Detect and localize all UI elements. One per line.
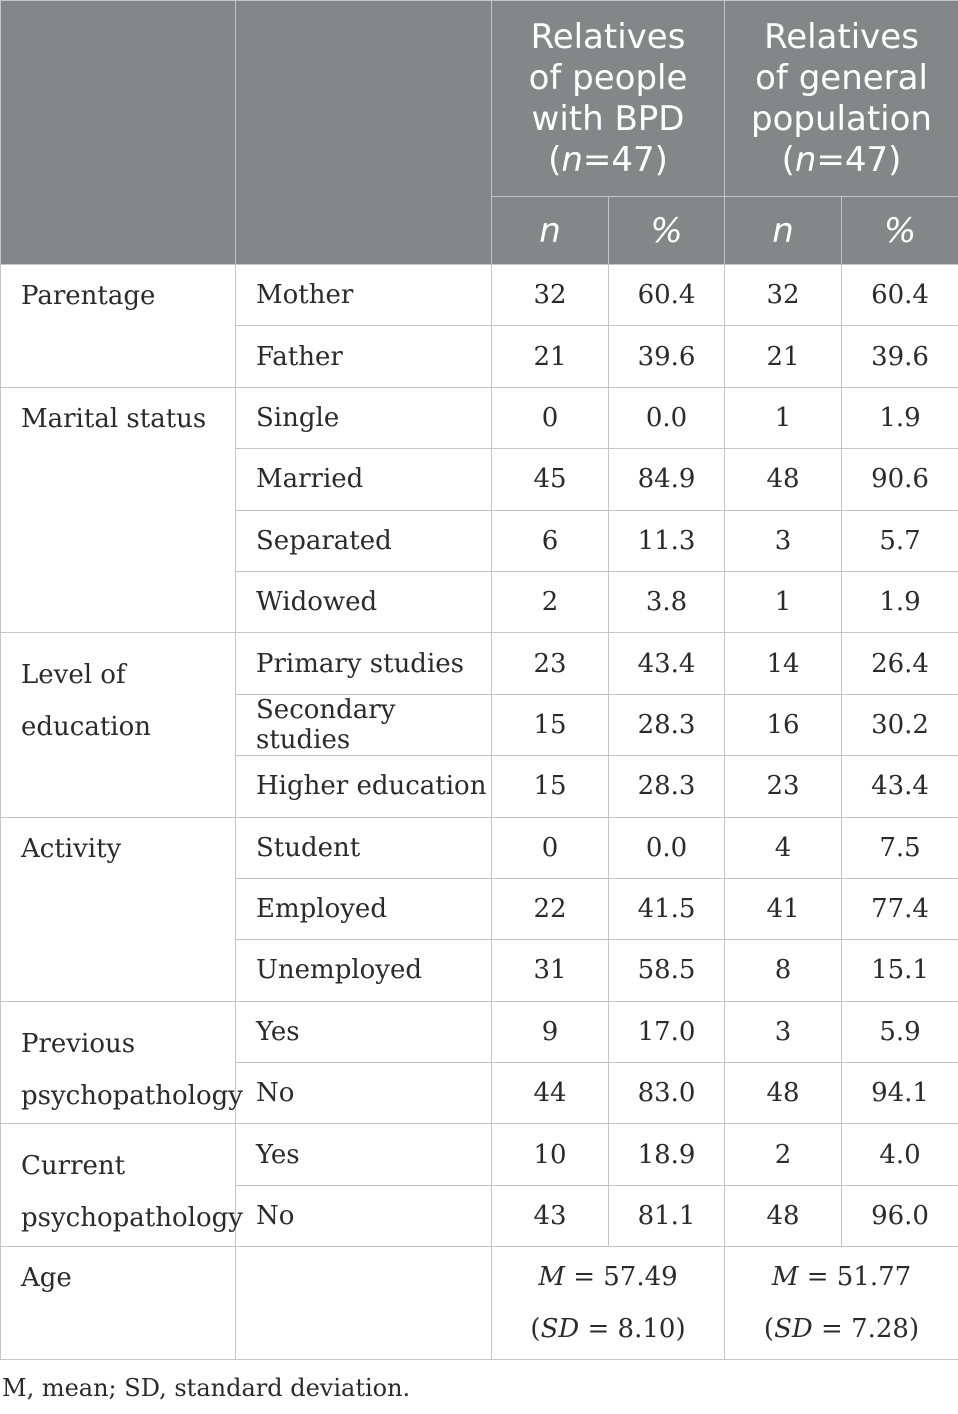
gen-n-cell: 48 (725, 1185, 842, 1246)
gen-age-cell (725, 1247, 958, 1360)
gen-n-cell: 23 (725, 756, 842, 817)
item-label: Widowed (236, 571, 492, 632)
header-bpd-line3: with BPD (531, 98, 685, 139)
table-header (1, 1, 958, 265)
item-label: Primary studies (236, 633, 492, 694)
bpd-percent-cell: 43.4 (609, 633, 725, 694)
header-gen-line1: Relatives (764, 16, 919, 57)
item-label: Yes (236, 1001, 492, 1062)
header-gen-n: n (725, 197, 842, 265)
bpd-n-cell: 23 (492, 633, 609, 694)
item-label: Single (236, 387, 492, 448)
category-label: Activity (1, 817, 236, 1001)
gen-age-sd (725, 1303, 958, 1355)
bpd-sd-paren: ( (530, 1314, 541, 1345)
bpd-mean-value: = 57.49 (564, 1262, 678, 1293)
table-body (1, 265, 958, 1360)
gen-n-cell: 21 (725, 326, 842, 387)
header-bpd-sample-size (492, 140, 724, 181)
header-blank-category (1, 1, 236, 265)
header-bpd-n-var: n (561, 139, 583, 180)
gen-percent-cell: 96.0 (842, 1185, 958, 1246)
gen-n-cell: 2 (725, 1124, 842, 1185)
gen-percent-cell: 4.0 (842, 1124, 958, 1185)
bpd-n-cell: 32 (492, 265, 609, 326)
header-bpd-percent: % (609, 197, 725, 265)
gen-n-cell: 8 (725, 940, 842, 1001)
bpd-n-cell: 2 (492, 571, 609, 632)
table-row (1, 1124, 958, 1185)
header-bpd-line1: Relatives (530, 16, 686, 57)
gen-n-cell: 16 (725, 694, 842, 755)
header-gen-n-value: =47) (816, 139, 902, 180)
item-label: No (236, 1063, 492, 1124)
bpd-n-cell: 6 (492, 510, 609, 571)
item-label: Unemployed (236, 940, 492, 1001)
gen-n-cell: 32 (725, 265, 842, 326)
header-bpd-n: n (492, 197, 609, 265)
gen-percent-cell: 26.4 (842, 633, 958, 694)
gen-percent-cell: 30.2 (842, 694, 958, 755)
bpd-n-cell: 45 (492, 449, 609, 510)
bpd-n-cell: 43 (492, 1185, 609, 1246)
category-label: Marital status (1, 387, 236, 633)
bpd-percent-cell: 83.0 (609, 1063, 725, 1124)
item-label: Married (236, 449, 492, 510)
header-gen-percent: % (842, 197, 958, 265)
gen-percent-cell: 77.4 (842, 878, 958, 939)
header-gen-line3: population (751, 98, 932, 139)
gen-percent-cell: 15.1 (842, 940, 958, 1001)
bpd-n-cell: 15 (492, 694, 609, 755)
table-row (1, 633, 958, 694)
header-bpd-n-value: =47) (582, 139, 668, 180)
gen-n-cell: 48 (725, 449, 842, 510)
item-label: Yes (236, 1124, 492, 1185)
bpd-n-cell: 15 (492, 756, 609, 817)
header-group-bpd (492, 1, 725, 197)
table-row (1, 1001, 958, 1062)
bpd-sd-var: SD (540, 1314, 580, 1345)
bpd-n-cell: 31 (492, 940, 609, 1001)
bpd-mean-var: M (538, 1262, 565, 1293)
gen-age-mean (725, 1251, 958, 1303)
bpd-n-cell: 0 (492, 817, 609, 878)
bpd-percent-cell: 28.3 (609, 756, 725, 817)
gen-n-cell: 3 (725, 510, 842, 571)
bpd-age-cell (492, 1247, 725, 1360)
bpd-percent-cell: 39.6 (609, 326, 725, 387)
gen-sd-paren: ( (763, 1314, 775, 1345)
gen-percent-cell: 1.9 (842, 387, 958, 448)
item-label: Higher education (236, 756, 492, 817)
gen-percent-cell: 7.5 (842, 817, 958, 878)
bpd-percent-cell: 81.1 (609, 1185, 725, 1246)
bpd-percent-cell: 11.3 (609, 510, 725, 571)
gen-percent-cell: 94.1 (842, 1063, 958, 1124)
category-label: Parentage (1, 265, 236, 388)
bpd-n-cell: 0 (492, 387, 609, 448)
bpd-percent-cell: 18.9 (609, 1124, 725, 1185)
gen-n-cell: 14 (725, 633, 842, 694)
bpd-n-cell: 10 (492, 1124, 609, 1185)
table-row (1, 265, 958, 326)
gen-percent-cell: 1.9 (842, 571, 958, 632)
gen-n-cell: 1 (725, 571, 842, 632)
bpd-percent-cell: 41.5 (609, 878, 725, 939)
table-footnote: M, mean; SD, standard deviation. (2, 1374, 411, 1402)
gen-n-cell: 4 (725, 817, 842, 878)
bpd-age-sd (492, 1303, 724, 1355)
gen-sd-value: = 7.28) (812, 1314, 920, 1345)
gen-percent-cell: 5.9 (842, 1001, 958, 1062)
gen-percent-cell: 5.7 (842, 510, 958, 571)
gen-percent-cell: 60.4 (842, 265, 958, 326)
item-label: Student (236, 817, 492, 878)
gen-n-cell: 3 (725, 1001, 842, 1062)
bpd-percent-cell: 28.3 (609, 694, 725, 755)
age-row (1, 1247, 958, 1360)
category-label: Age (1, 1247, 236, 1360)
bpd-sd-value: = 8.10) (579, 1314, 686, 1345)
gen-percent-cell: 90.6 (842, 449, 958, 510)
header-group-general (725, 1, 958, 197)
header-bpd-paren: ( (548, 139, 562, 180)
bpd-percent-cell: 3.8 (609, 571, 725, 632)
gen-mean-value: = 51.77 (798, 1262, 912, 1293)
age-item-blank (236, 1247, 492, 1360)
gen-n-cell: 48 (725, 1063, 842, 1124)
bpd-age-mean (492, 1251, 724, 1303)
item-label: No (236, 1185, 492, 1246)
header-gen-n-var: n (794, 139, 817, 180)
table-row (1, 817, 958, 878)
bpd-percent-cell: 0.0 (609, 387, 725, 448)
gen-n-cell: 41 (725, 878, 842, 939)
item-label: Employed (236, 878, 492, 939)
header-bpd-line2: of people (528, 57, 688, 98)
gen-percent-cell: 43.4 (842, 756, 958, 817)
item-label: Father (236, 326, 492, 387)
gen-n-cell: 1 (725, 387, 842, 448)
bpd-percent-cell: 0.0 (609, 817, 725, 878)
category-label: Current psychopathology (1, 1124, 236, 1247)
bpd-n-cell: 44 (492, 1063, 609, 1124)
bpd-percent-cell: 17.0 (609, 1001, 725, 1062)
bpd-percent-cell: 84.9 (609, 449, 725, 510)
gen-percent-cell: 39.6 (842, 326, 958, 387)
header-gen-line2: of general (755, 57, 928, 98)
gen-mean-var: M (771, 1262, 799, 1293)
bpd-n-cell: 9 (492, 1001, 609, 1062)
header-gen-sample-size (725, 140, 958, 181)
item-label: Secondary studies (236, 694, 492, 755)
gen-sd-var: SD (774, 1314, 813, 1345)
header-gen-paren: ( (781, 139, 795, 180)
bpd-n-cell: 22 (492, 878, 609, 939)
table-row (1, 387, 958, 448)
bpd-n-cell: 21 (492, 326, 609, 387)
header-blank-item (236, 1, 492, 265)
category-label: Previous psychopathology (1, 1001, 236, 1124)
item-label: Mother (236, 265, 492, 326)
item-label: Separated (236, 510, 492, 571)
bpd-percent-cell: 60.4 (609, 265, 725, 326)
category-label: Level of education (1, 633, 236, 817)
bpd-percent-cell: 58.5 (609, 940, 725, 1001)
